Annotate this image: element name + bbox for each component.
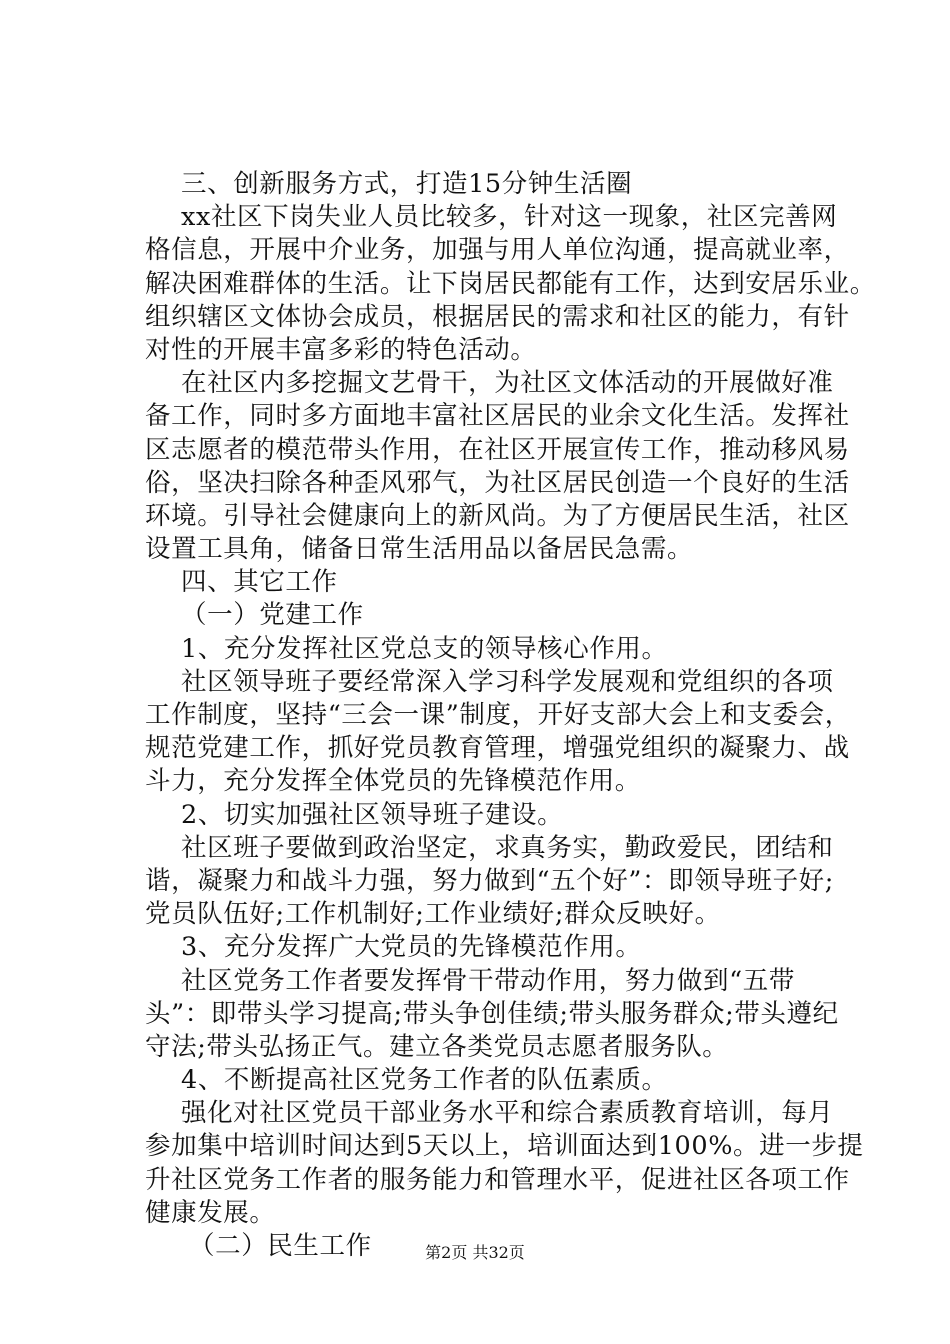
document-body — [145, 168, 876, 1263]
paragraph-line: 党员队伍好;工作机制好;工作业绩好;群众反映好。 — [145, 899, 721, 930]
paragraph-line: 设置工具角，储备日常生活用品以备居民急需。 — [145, 534, 694, 565]
paragraph-line: 头”：即带头学习提高;带头争创佳绩;带头服务群众;带头遵纪 — [145, 998, 839, 1029]
paragraph-line: 健康发展。 — [145, 1197, 276, 1228]
item-heading: 4、不断提高社区党务工作者的队伍素质。 — [181, 1065, 668, 1096]
paragraph-line: 区志愿者的模范带头作用，在社区开展宣传工作，推动移风易 — [145, 434, 850, 465]
subsection-heading: （二）民生工作 — [189, 1231, 372, 1261]
paragraph-line: 备工作，同时多方面地丰富社区居民的业余文化生活。发挥社 — [145, 401, 850, 432]
item-heading: 1、充分发挥社区党总支的领导核心作用。 — [181, 633, 668, 664]
paragraph-line: 社区领导班子要经常深入学习科学发展观和党组织的各项 — [181, 666, 834, 697]
paragraph-line: 社区党务工作者要发挥骨干带动作用，努力做到“五带 — [181, 965, 795, 996]
paragraph-line: 谐，凝聚力和战斗力强，努力做到“五个好”：即领导班子好; — [145, 865, 834, 896]
paragraph-line: 社区班子要做到政治坚定，求真务实，勤政爱民，团结和 — [181, 832, 834, 863]
paragraph-line: 解决困难群体的生活。让下岗居民都能有工作，达到安居乐业。 — [145, 268, 876, 299]
paragraph-line: 工作制度，坚持“三会一课”制度，开好支部大会上和支委会， — [145, 700, 851, 730]
paragraph-line: 格信息，开展中介业务，加强与用人单位沟通，提高就业率， — [145, 235, 850, 266]
paragraph-line: 在社区内多挖掘文艺骨干，为社区文体活动的开展做好准 — [181, 368, 834, 399]
page-number-footer: 第2页 共32页 — [425, 1243, 525, 1262]
paragraph-line: 守法;带头弘扬正气。建立各类党员志愿者服务队。 — [145, 1031, 729, 1062]
paragraph-line: 对性的开展丰富多彩的特色活动。 — [145, 334, 537, 365]
paragraph-line: 斗力，充分发挥全体党员的先锋模范作用。 — [145, 766, 641, 797]
item-heading: 3、充分发挥广大党员的先锋模范作用。 — [181, 932, 642, 963]
paragraph-line: 参加集中培训时间达到5天以上，培训面达到100%。进一步提 — [145, 1131, 864, 1162]
paragraph-line: 组织辖区文体协会成员，根据居民的需求和社区的能力，有针 — [145, 301, 850, 332]
paragraph-line: 升社区党务工作者的服务能力和管理水平，促进社区各项工作 — [145, 1164, 850, 1195]
section-heading: 四、其它工作 — [181, 567, 338, 598]
item-heading: 2、切实加强社区领导班子建设。 — [181, 799, 564, 830]
paragraph-line: xx社区下岗失业人员比较多，针对这一现象，社区完善网 — [181, 202, 838, 233]
paragraph-line: 俗，坚决扫除各种歪风邪气，为社区居民创造一个良好的生活 — [145, 467, 850, 498]
subsection-heading: （一）党建工作 — [181, 600, 364, 631]
paragraph-line: 规范党建工作，抓好党员教育管理，增强党组织的凝聚力、战 — [145, 733, 850, 764]
section-heading: 三、创新服务方式，打造15分钟生活圈 — [181, 169, 633, 199]
paragraph-line: 环境。引导社会健康向上的新风尚。为了方便居民生活，社区 — [145, 500, 850, 531]
paragraph-line: 强化对社区党员干部业务水平和综合素质教育培训，每月 — [181, 1098, 834, 1129]
